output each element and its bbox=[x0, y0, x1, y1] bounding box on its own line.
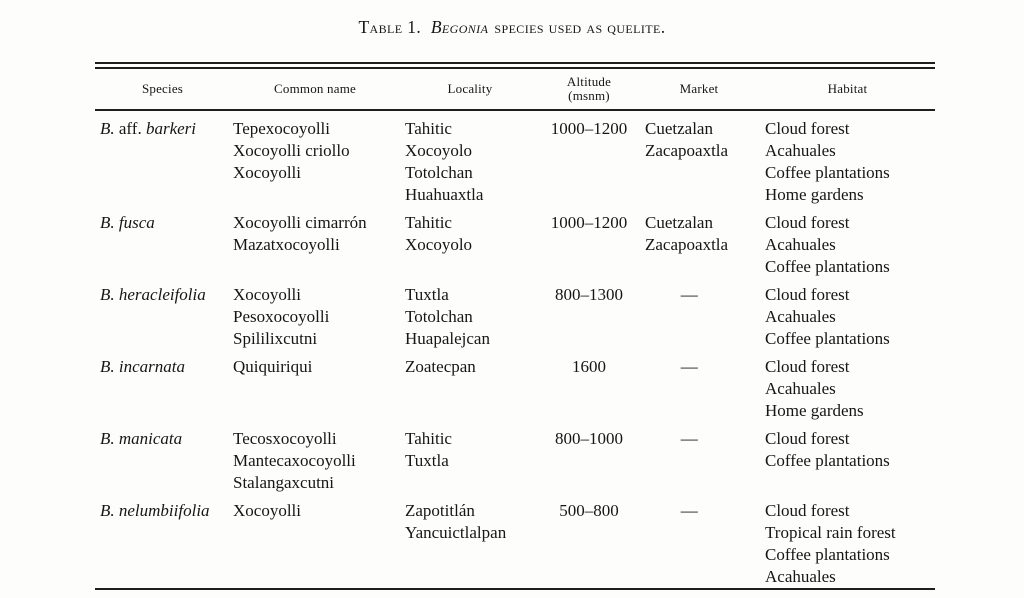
common-cell bbox=[230, 422, 400, 494]
column-header-label: Locality bbox=[447, 80, 493, 96]
locality-cell bbox=[400, 278, 540, 350]
table-top-rule bbox=[95, 62, 935, 69]
species-row bbox=[95, 110, 935, 206]
cell-line: Mazatxocoyolli bbox=[233, 235, 340, 254]
table-header bbox=[95, 69, 935, 110]
altitude-cell bbox=[540, 422, 638, 494]
locality-cell bbox=[400, 494, 540, 589]
cell-line: Pesoxocoyolli bbox=[233, 307, 330, 326]
common-cell bbox=[230, 494, 400, 589]
table-caption bbox=[0, 17, 1024, 38]
species-row bbox=[95, 278, 935, 350]
data-table-container bbox=[95, 62, 935, 590]
genus-abbrev: B. bbox=[100, 285, 115, 304]
cell-line: Xocoyolli criollo bbox=[233, 141, 350, 160]
cell-line: Coffee plantations bbox=[765, 163, 890, 182]
habitat-cell bbox=[760, 494, 935, 589]
cell-line: Xocoyolli bbox=[233, 163, 301, 182]
cell-line: Quiquiriqui bbox=[233, 357, 313, 376]
cell-line: Acahuales bbox=[765, 379, 836, 398]
cell-line: Zoatecpan bbox=[405, 357, 476, 376]
species-row bbox=[95, 422, 935, 494]
species-name bbox=[100, 118, 230, 140]
column-header-label: Altitude bbox=[566, 74, 612, 89]
species-cell bbox=[95, 206, 230, 278]
cell-line: Cloud forest bbox=[765, 285, 850, 304]
locality-cell bbox=[400, 110, 540, 206]
species-epithet: barkeri bbox=[141, 119, 196, 138]
cell-line bbox=[645, 284, 760, 306]
locality-cell bbox=[400, 422, 540, 494]
species-cell bbox=[95, 278, 230, 350]
column-header-common-name bbox=[230, 69, 400, 110]
cell-line: Xocoyolli bbox=[233, 501, 301, 520]
market-cell bbox=[638, 422, 760, 494]
column-header-label: Common name bbox=[274, 80, 356, 96]
habitat-cell bbox=[760, 350, 935, 422]
species-epithet: manicata bbox=[114, 429, 183, 448]
market-cell bbox=[638, 278, 760, 350]
common-cell bbox=[230, 110, 400, 206]
species-name bbox=[100, 284, 230, 306]
cell-line: Stalangaxcutni bbox=[233, 473, 335, 492]
no-data-dash: — bbox=[680, 285, 699, 304]
cell-line: Tuxtla bbox=[405, 451, 449, 470]
cell-line: Tahitic bbox=[405, 429, 452, 448]
table-caption-taxon: Begonia bbox=[430, 17, 489, 37]
species-epithet: heracleifolia bbox=[114, 285, 206, 304]
altitude-cell bbox=[540, 110, 638, 206]
no-data-dash: — bbox=[680, 357, 699, 376]
genus-abbrev: B. bbox=[100, 501, 115, 520]
market-cell bbox=[638, 206, 760, 278]
cell-line: 1600 bbox=[572, 357, 606, 376]
market-cell bbox=[638, 110, 760, 206]
cell-line: Zacapoaxtla bbox=[645, 141, 729, 160]
cell-line: Cloud forest bbox=[765, 119, 850, 138]
genus-abbrev: B. bbox=[100, 213, 115, 232]
column-header-label: Species bbox=[141, 80, 184, 96]
column-header-locality bbox=[400, 69, 540, 110]
habitat-cell bbox=[760, 278, 935, 350]
species-cell bbox=[95, 422, 230, 494]
cell-line: Cloud forest bbox=[765, 357, 850, 376]
cell-line: Totolchan bbox=[405, 163, 473, 182]
species-epithet: nelumbiifolia bbox=[114, 501, 210, 520]
cell-line bbox=[645, 428, 760, 450]
cell-line: Tahitic bbox=[405, 213, 452, 232]
species-row bbox=[95, 350, 935, 422]
cell-line: Tropical rain forest bbox=[765, 523, 896, 542]
cell-line: Coffee plantations bbox=[765, 257, 890, 276]
locality-cell bbox=[400, 350, 540, 422]
qualifier: aff. bbox=[114, 119, 142, 138]
species-name bbox=[100, 428, 230, 450]
cell-line: 1000–1200 bbox=[550, 119, 628, 138]
locality-cell bbox=[400, 206, 540, 278]
cell-line: Cuetzalan bbox=[645, 213, 713, 232]
column-header-label: Market bbox=[679, 80, 719, 96]
species-row bbox=[95, 494, 935, 589]
cell-line: Xocoyolo bbox=[405, 141, 473, 160]
species-row bbox=[95, 206, 935, 278]
table-caption-label: Table 1. bbox=[358, 17, 422, 37]
genus-abbrev: B. bbox=[100, 357, 115, 376]
begonia-species-table bbox=[95, 69, 935, 590]
altitude-cell bbox=[540, 206, 638, 278]
column-header-species bbox=[95, 69, 230, 110]
cell-line: Cloud forest bbox=[765, 429, 850, 448]
habitat-cell bbox=[760, 422, 935, 494]
habitat-cell bbox=[760, 110, 935, 206]
cell-line: Xocoyolo bbox=[405, 235, 473, 254]
column-header-market bbox=[638, 69, 760, 110]
cell-line: Acahuales bbox=[765, 307, 836, 326]
cell-line: Tuxtla bbox=[405, 285, 449, 304]
common-cell bbox=[230, 350, 400, 422]
table-caption-rest: species used as quelite. bbox=[494, 17, 666, 37]
column-header-habitat bbox=[760, 69, 935, 110]
market-cell bbox=[638, 494, 760, 589]
species-name bbox=[100, 356, 230, 378]
market-cell bbox=[638, 350, 760, 422]
cell-line: Zacapoaxtla bbox=[645, 235, 729, 254]
common-cell bbox=[230, 278, 400, 350]
cell-line: Tahitic bbox=[405, 119, 452, 138]
cell-line: Huapalejcan bbox=[405, 329, 490, 348]
cell-line: 500–800 bbox=[559, 501, 619, 520]
genus-abbrev: B. bbox=[100, 429, 115, 448]
cell-line: Totolchan bbox=[405, 307, 473, 326]
cell-line: Acahuales bbox=[765, 567, 836, 586]
cell-line: Huahuaxtla bbox=[405, 185, 484, 204]
cell-line bbox=[645, 500, 760, 522]
species-name bbox=[100, 212, 230, 234]
habitat-cell bbox=[760, 206, 935, 278]
table-body bbox=[95, 110, 935, 589]
cell-line: Acahuales bbox=[765, 141, 836, 160]
cell-line: 1000–1200 bbox=[550, 213, 628, 232]
cell-line: Zapotitlán bbox=[405, 501, 475, 520]
cell-line: Coffee plantations bbox=[765, 545, 890, 564]
species-cell bbox=[95, 110, 230, 206]
no-data-dash: — bbox=[680, 429, 699, 448]
cell-line: Xocoyolli bbox=[233, 285, 301, 304]
cell-line: Coffee plantations bbox=[765, 329, 890, 348]
species-cell bbox=[95, 494, 230, 589]
cell-line: Spililixcutni bbox=[233, 329, 318, 348]
species-epithet: incarnata bbox=[114, 357, 185, 376]
cell-line: 800–1300 bbox=[555, 285, 623, 304]
cell-line: Tepexocoyolli bbox=[233, 119, 331, 138]
cell-line: Cuetzalan bbox=[645, 119, 713, 138]
species-cell bbox=[95, 350, 230, 422]
cell-line: Home gardens bbox=[765, 401, 864, 420]
altitude-cell bbox=[540, 494, 638, 589]
cell-line: Coffee plantations bbox=[765, 451, 890, 470]
cell-line: 800–1000 bbox=[555, 429, 623, 448]
no-data-dash: — bbox=[680, 501, 699, 520]
cell-line: Yancuictlalpan bbox=[405, 523, 507, 542]
altitude-cell bbox=[540, 278, 638, 350]
column-header-altitude bbox=[540, 69, 638, 110]
cell-line: Acahuales bbox=[765, 235, 836, 254]
cell-line: Cloud forest bbox=[765, 501, 850, 520]
cell-line: Tecosxocoyolli bbox=[233, 429, 337, 448]
altitude-cell bbox=[540, 350, 638, 422]
column-header-sublabel: (msnm) bbox=[568, 87, 610, 103]
common-cell bbox=[230, 206, 400, 278]
cell-line: Cloud forest bbox=[765, 213, 850, 232]
cell-line: Home gardens bbox=[765, 185, 864, 204]
genus-abbrev: B. bbox=[100, 119, 115, 138]
species-epithet: fusca bbox=[114, 213, 155, 232]
cell-line bbox=[645, 356, 760, 378]
cell-line: Xocoyolli cimarrón bbox=[233, 213, 367, 232]
column-header-label: Habitat bbox=[827, 80, 868, 96]
species-name bbox=[100, 500, 230, 522]
cell-line: Mantecaxocoyolli bbox=[233, 451, 356, 470]
